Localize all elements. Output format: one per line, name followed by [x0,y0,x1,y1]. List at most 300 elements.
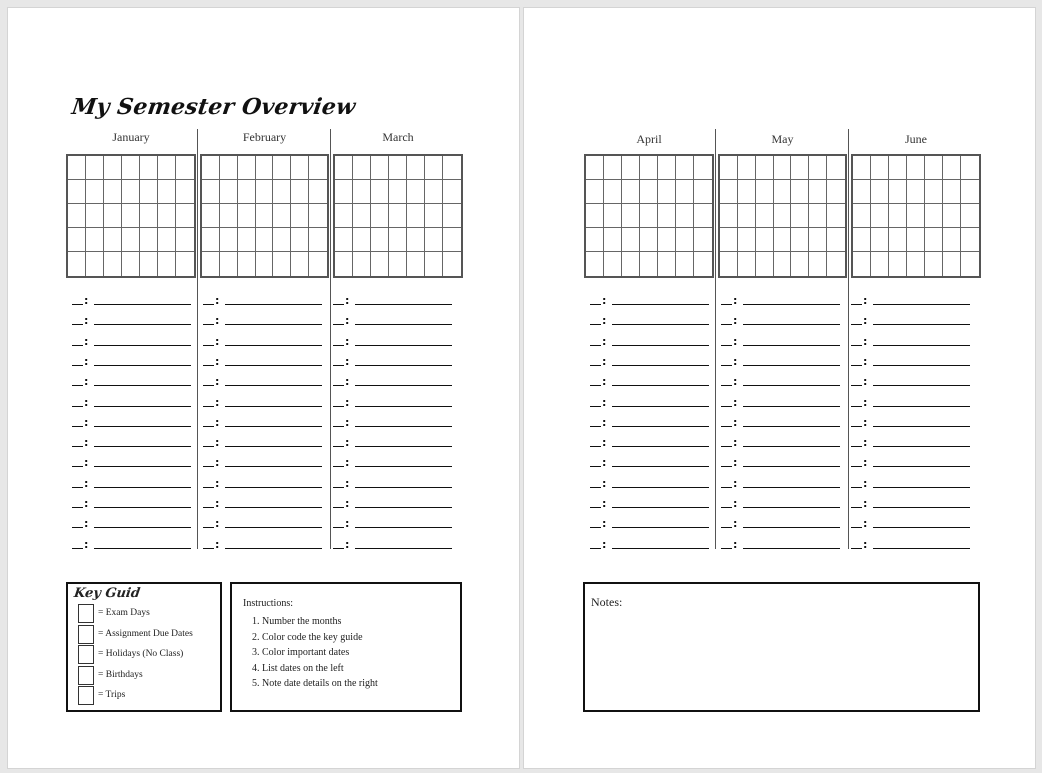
calendar-day-cell[interactable] [658,156,676,180]
calendar-day-cell[interactable] [738,156,756,180]
calendar-day-cell[interactable] [425,204,443,228]
date-detail-line[interactable] [873,446,970,447]
calendar-day-cell[interactable] [943,204,961,228]
calendar-day-cell[interactable] [353,204,371,228]
calendar-day-cell[interactable] [889,252,907,276]
calendar-day-cell[interactable] [676,204,694,228]
date-number-blank[interactable] [851,426,862,427]
calendar-day-cell[interactable] [443,156,461,180]
date-number-blank[interactable] [851,466,862,467]
date-number-blank[interactable] [203,426,214,427]
calendar-day-cell[interactable] [353,228,371,252]
calendar-day-cell[interactable] [291,204,309,228]
date-number-blank[interactable] [203,345,214,346]
calendar-day-cell[interactable] [809,180,827,204]
calendar-day-cell[interactable] [827,204,845,228]
date-detail-line[interactable] [94,426,191,427]
calendar-day-cell[interactable] [791,156,809,180]
calendar-day-cell[interactable] [202,180,220,204]
date-number-blank[interactable] [72,365,83,366]
calendar-day-cell[interactable] [256,156,274,180]
date-detail-line[interactable] [94,324,191,325]
date-detail-line[interactable] [225,426,322,427]
date-number-blank[interactable] [72,426,83,427]
calendar-day-cell[interactable] [86,228,104,252]
calendar-day-cell[interactable] [907,252,925,276]
calendar-day-cell[interactable] [586,252,604,276]
calendar-day-cell[interactable] [291,180,309,204]
date-detail-line[interactable] [612,304,709,305]
date-number-blank[interactable] [333,365,344,366]
calendar-day-cell[interactable] [809,228,827,252]
date-detail-line[interactable] [743,527,840,528]
calendar-day-cell[interactable] [425,156,443,180]
date-detail-line[interactable] [225,345,322,346]
calendar-day-cell[interactable] [720,252,738,276]
calendar-day-cell[interactable] [407,252,425,276]
date-detail-line[interactable] [94,466,191,467]
date-detail-line[interactable] [355,324,452,325]
date-number-blank[interactable] [203,507,214,508]
calendar-day-cell[interactable] [961,204,979,228]
calendar-day-cell[interactable] [622,180,640,204]
date-detail-line[interactable] [612,527,709,528]
calendar-day-cell[interactable] [640,204,658,228]
date-detail-line[interactable] [94,385,191,386]
key-color-swatch[interactable] [78,625,94,644]
date-number-blank[interactable] [72,345,83,346]
date-detail-line[interactable] [743,446,840,447]
calendar-day-cell[interactable] [273,204,291,228]
calendar-day-cell[interactable] [604,156,622,180]
date-detail-line[interactable] [743,385,840,386]
calendar-day-cell[interactable] [389,252,407,276]
date-detail-line[interactable] [873,304,970,305]
calendar-day-cell[interactable] [871,180,889,204]
date-number-blank[interactable] [590,548,601,549]
date-detail-line[interactable] [612,487,709,488]
calendar-day-cell[interactable] [853,156,871,180]
date-detail-line[interactable] [612,345,709,346]
calendar-day-cell[interactable] [202,252,220,276]
calendar-day-cell[interactable] [353,156,371,180]
date-detail-line[interactable] [873,507,970,508]
calendar-day-cell[interactable] [586,156,604,180]
calendar-day-cell[interactable] [827,228,845,252]
calendar-day-cell[interactable] [220,204,238,228]
date-number-blank[interactable] [721,527,732,528]
calendar-day-cell[interactable] [256,252,274,276]
calendar-day-cell[interactable] [676,180,694,204]
calendar-day-cell[interactable] [853,228,871,252]
date-number-blank[interactable] [721,385,732,386]
calendar-day-cell[interactable] [443,228,461,252]
calendar-day-cell[interactable] [220,156,238,180]
calendar-day-cell[interactable] [889,156,907,180]
calendar-day-cell[interactable] [694,156,712,180]
date-number-blank[interactable] [333,345,344,346]
date-detail-line[interactable] [743,324,840,325]
date-detail-line[interactable] [873,487,970,488]
date-detail-line[interactable] [743,365,840,366]
date-number-blank[interactable] [590,385,601,386]
date-detail-line[interactable] [612,466,709,467]
calendar-day-cell[interactable] [604,252,622,276]
calendar-day-cell[interactable] [202,228,220,252]
date-detail-line[interactable] [873,527,970,528]
date-detail-line[interactable] [873,426,970,427]
calendar-day-cell[interactable] [309,228,327,252]
date-detail-line[interactable] [225,487,322,488]
date-number-blank[interactable] [203,385,214,386]
date-detail-line[interactable] [355,548,452,549]
date-detail-line[interactable] [355,466,452,467]
date-detail-line[interactable] [355,446,452,447]
date-detail-line[interactable] [612,507,709,508]
calendar-day-cell[interactable] [353,180,371,204]
date-detail-line[interactable] [873,548,970,549]
calendar-day-cell[interactable] [604,228,622,252]
calendar-day-cell[interactable] [640,180,658,204]
date-number-blank[interactable] [590,324,601,325]
calendar-day-cell[interactable] [622,156,640,180]
calendar-day-cell[interactable] [86,252,104,276]
calendar-day-cell[interactable] [371,156,389,180]
calendar-day-cell[interactable] [122,228,140,252]
calendar-day-cell[interactable] [238,156,256,180]
date-number-blank[interactable] [72,385,83,386]
calendar-day-cell[interactable] [694,204,712,228]
calendar-day-cell[interactable] [622,204,640,228]
date-number-blank[interactable] [203,365,214,366]
date-detail-line[interactable] [612,385,709,386]
calendar-day-cell[interactable] [809,156,827,180]
date-number-blank[interactable] [203,324,214,325]
calendar-day-cell[interactable] [604,180,622,204]
calendar-day-cell[interactable] [389,156,407,180]
calendar-day-cell[interactable] [68,228,86,252]
calendar-day-cell[interactable] [720,228,738,252]
calendar-day-cell[interactable] [738,204,756,228]
date-detail-line[interactable] [612,446,709,447]
date-detail-line[interactable] [612,324,709,325]
date-number-blank[interactable] [851,406,862,407]
calendar-day-cell[interactable] [407,228,425,252]
date-number-blank[interactable] [590,507,601,508]
calendar-day-cell[interactable] [104,180,122,204]
calendar-day-cell[interactable] [925,228,943,252]
calendar-day-cell[interactable] [425,252,443,276]
calendar-day-cell[interactable] [158,180,176,204]
calendar-day-cell[interactable] [774,156,792,180]
calendar-day-cell[interactable] [256,204,274,228]
calendar-day-cell[interactable] [158,228,176,252]
calendar-day-cell[interactable] [827,252,845,276]
calendar-day-cell[interactable] [943,228,961,252]
date-number-blank[interactable] [721,406,732,407]
date-detail-line[interactable] [94,345,191,346]
calendar-day-cell[interactable] [176,204,194,228]
calendar-day-cell[interactable] [389,204,407,228]
calendar-day-cell[interactable] [86,180,104,204]
calendar-day-cell[interactable] [756,252,774,276]
calendar-day-cell[interactable] [756,228,774,252]
calendar-day-cell[interactable] [676,252,694,276]
calendar-day-cell[interactable] [738,228,756,252]
calendar-day-cell[interactable] [335,180,353,204]
calendar-day-cell[interactable] [889,204,907,228]
date-detail-line[interactable] [612,406,709,407]
calendar-day-cell[interactable] [676,228,694,252]
calendar-day-cell[interactable] [238,204,256,228]
date-number-blank[interactable] [72,527,83,528]
calendar-day-cell[interactable] [291,156,309,180]
calendar-day-cell[interactable] [443,180,461,204]
calendar-day-cell[interactable] [238,252,256,276]
calendar-day-cell[interactable] [827,180,845,204]
date-number-blank[interactable] [333,324,344,325]
date-number-blank[interactable] [333,406,344,407]
calendar-day-cell[interactable] [658,204,676,228]
calendar-day-cell[interactable] [140,252,158,276]
date-detail-line[interactable] [873,466,970,467]
key-color-swatch[interactable] [78,604,94,623]
calendar-day-cell[interactable] [925,180,943,204]
date-number-blank[interactable] [851,365,862,366]
date-number-blank[interactable] [333,466,344,467]
date-number-blank[interactable] [72,487,83,488]
date-detail-line[interactable] [94,487,191,488]
date-detail-line[interactable] [355,406,452,407]
calendar-day-cell[interactable] [907,156,925,180]
calendar-day-cell[interactable] [122,252,140,276]
calendar-day-cell[interactable] [425,180,443,204]
calendar-day-cell[interactable] [658,180,676,204]
calendar-day-cell[interactable] [809,204,827,228]
calendar-day-cell[interactable] [122,180,140,204]
calendar-day-cell[interactable] [371,180,389,204]
date-detail-line[interactable] [743,507,840,508]
calendar-day-cell[interactable] [640,228,658,252]
calendar-day-cell[interactable] [604,204,622,228]
date-number-blank[interactable] [721,548,732,549]
calendar-day-cell[interactable] [407,180,425,204]
date-number-blank[interactable] [721,507,732,508]
calendar-day-cell[interactable] [925,252,943,276]
calendar-day-cell[interactable] [907,228,925,252]
date-detail-line[interactable] [355,487,452,488]
calendar-day-cell[interactable] [676,156,694,180]
date-number-blank[interactable] [721,426,732,427]
calendar-day-cell[interactable] [104,156,122,180]
calendar-day-cell[interactable] [871,204,889,228]
date-detail-line[interactable] [743,345,840,346]
date-detail-line[interactable] [873,324,970,325]
date-number-blank[interactable] [72,548,83,549]
calendar-day-cell[interactable] [774,252,792,276]
date-number-blank[interactable] [851,507,862,508]
date-detail-line[interactable] [743,548,840,549]
calendar-day-cell[interactable] [335,252,353,276]
calendar-day-cell[interactable] [943,252,961,276]
calendar-day-cell[interactable] [827,156,845,180]
calendar-day-cell[interactable] [220,228,238,252]
calendar-day-cell[interactable] [68,156,86,180]
calendar-day-cell[interactable] [640,156,658,180]
calendar-day-cell[interactable] [774,180,792,204]
calendar-day-cell[interactable] [738,180,756,204]
date-detail-line[interactable] [612,548,709,549]
calendar-day-cell[interactable] [335,228,353,252]
date-number-blank[interactable] [721,487,732,488]
calendar-day-cell[interactable] [738,252,756,276]
calendar-day-cell[interactable] [256,180,274,204]
date-number-blank[interactable] [851,487,862,488]
calendar-day-cell[interactable] [756,204,774,228]
calendar-day-cell[interactable] [176,156,194,180]
date-number-blank[interactable] [203,446,214,447]
date-detail-line[interactable] [743,487,840,488]
calendar-day-cell[interactable] [256,228,274,252]
calendar-day-cell[interactable] [925,156,943,180]
calendar-day-cell[interactable] [238,228,256,252]
date-number-blank[interactable] [333,385,344,386]
calendar-day-cell[interactable] [238,180,256,204]
calendar-day-cell[interactable] [176,252,194,276]
date-detail-line[interactable] [355,507,452,508]
calendar-day-cell[interactable] [658,252,676,276]
calendar-day-cell[interactable] [961,156,979,180]
date-number-blank[interactable] [590,406,601,407]
calendar-day-cell[interactable] [961,252,979,276]
date-detail-line[interactable] [225,446,322,447]
date-number-blank[interactable] [721,466,732,467]
calendar-day-cell[interactable] [389,228,407,252]
calendar-day-cell[interactable] [791,204,809,228]
calendar-day-cell[interactable] [961,228,979,252]
calendar-day-cell[interactable] [220,180,238,204]
key-color-swatch[interactable] [78,645,94,664]
calendar-day-cell[interactable] [622,252,640,276]
date-number-blank[interactable] [72,446,83,447]
date-number-blank[interactable] [203,487,214,488]
calendar-day-cell[interactable] [68,252,86,276]
date-detail-line[interactable] [355,385,452,386]
calendar-day-cell[interactable] [720,156,738,180]
calendar-day-cell[interactable] [335,156,353,180]
calendar-day-cell[interactable] [871,228,889,252]
date-detail-line[interactable] [225,406,322,407]
date-number-blank[interactable] [590,365,601,366]
calendar-day-cell[interactable] [907,204,925,228]
calendar-day-cell[interactable] [871,156,889,180]
calendar-day-cell[interactable] [586,228,604,252]
date-detail-line[interactable] [355,527,452,528]
date-number-blank[interactable] [851,324,862,325]
calendar-day-cell[interactable] [273,180,291,204]
calendar-day-cell[interactable] [273,156,291,180]
calendar-day-cell[interactable] [791,180,809,204]
date-detail-line[interactable] [94,548,191,549]
date-number-blank[interactable] [590,446,601,447]
calendar-day-cell[interactable] [371,204,389,228]
calendar-day-cell[interactable] [104,252,122,276]
calendar-day-cell[interactable] [694,228,712,252]
date-number-blank[interactable] [333,304,344,305]
calendar-day-cell[interactable] [853,180,871,204]
calendar-day-cell[interactable] [925,204,943,228]
date-number-blank[interactable] [72,507,83,508]
calendar-day-cell[interactable] [756,156,774,180]
calendar-day-cell[interactable] [202,156,220,180]
calendar-day-cell[interactable] [86,204,104,228]
calendar-day-cell[interactable] [720,204,738,228]
date-detail-line[interactable] [225,548,322,549]
calendar-day-cell[interactable] [140,228,158,252]
date-number-blank[interactable] [203,527,214,528]
calendar-day-cell[interactable] [694,252,712,276]
date-number-blank[interactable] [333,426,344,427]
date-detail-line[interactable] [225,507,322,508]
date-detail-line[interactable] [94,304,191,305]
date-detail-line[interactable] [225,527,322,528]
date-number-blank[interactable] [333,507,344,508]
date-number-blank[interactable] [203,304,214,305]
date-number-blank[interactable] [333,487,344,488]
date-detail-line[interactable] [873,385,970,386]
calendar-day-cell[interactable] [291,252,309,276]
calendar-day-cell[interactable] [943,156,961,180]
date-detail-line[interactable] [94,527,191,528]
calendar-day-cell[interactable] [791,228,809,252]
date-number-blank[interactable] [590,487,601,488]
date-number-blank[interactable] [590,527,601,528]
date-number-blank[interactable] [851,345,862,346]
date-detail-line[interactable] [225,385,322,386]
calendar-day-cell[interactable] [68,180,86,204]
calendar-day-cell[interactable] [443,252,461,276]
date-number-blank[interactable] [333,548,344,549]
calendar-day-cell[interactable] [176,228,194,252]
calendar-day-cell[interactable] [371,228,389,252]
calendar-day-cell[interactable] [68,204,86,228]
date-detail-line[interactable] [355,365,452,366]
date-number-blank[interactable] [333,527,344,528]
date-number-blank[interactable] [72,304,83,305]
date-number-blank[interactable] [203,548,214,549]
calendar-day-cell[interactable] [158,252,176,276]
calendar-day-cell[interactable] [907,180,925,204]
date-detail-line[interactable] [743,466,840,467]
date-number-blank[interactable] [333,446,344,447]
calendar-day-cell[interactable] [774,228,792,252]
calendar-day-cell[interactable] [425,228,443,252]
date-detail-line[interactable] [355,426,452,427]
date-number-blank[interactable] [590,304,601,305]
calendar-day-cell[interactable] [853,252,871,276]
date-number-blank[interactable] [203,406,214,407]
calendar-day-cell[interactable] [273,252,291,276]
calendar-day-cell[interactable] [86,156,104,180]
calendar-day-cell[interactable] [407,156,425,180]
date-number-blank[interactable] [590,345,601,346]
date-number-blank[interactable] [590,426,601,427]
date-number-blank[interactable] [721,324,732,325]
calendar-day-cell[interactable] [791,252,809,276]
date-detail-line[interactable] [873,406,970,407]
date-detail-line[interactable] [873,345,970,346]
calendar-day-cell[interactable] [309,156,327,180]
